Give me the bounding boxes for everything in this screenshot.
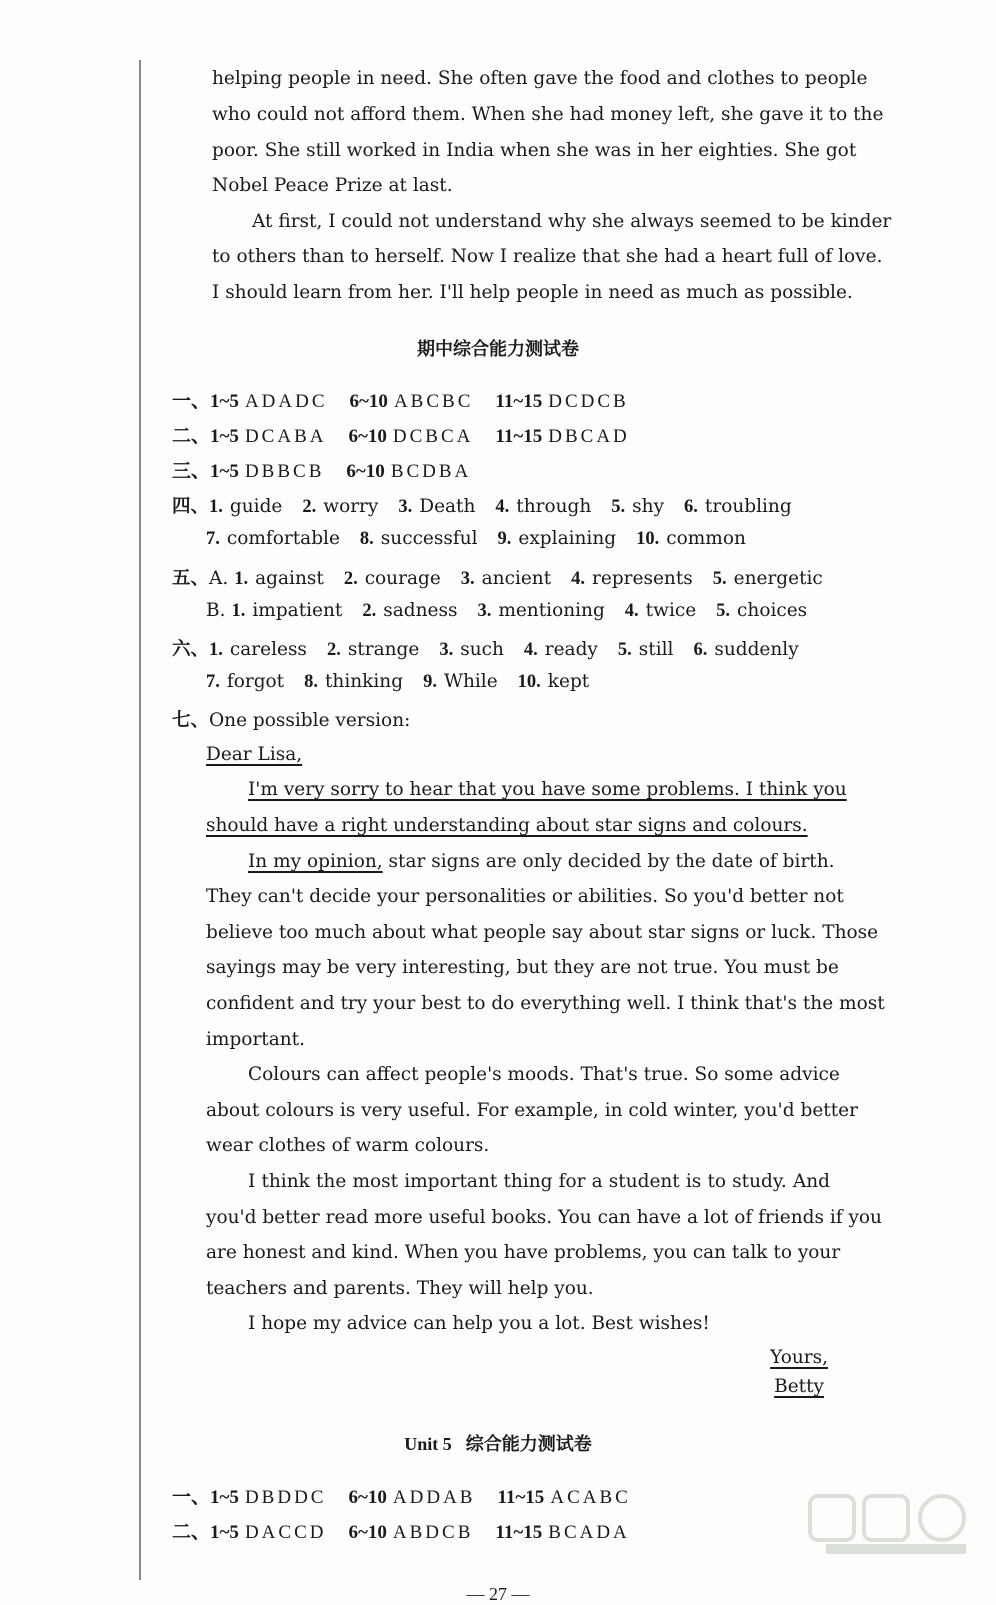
item-word: twice — [645, 600, 697, 621]
passage-line: helping people in need. She often gave the food and clothes to people — [212, 68, 868, 89]
letter-greeting — [206, 742, 302, 768]
range-label: 6~10 — [346, 461, 385, 482]
item-number: 2. — [326, 640, 341, 660]
answer-row-unit5-2 — [172, 1517, 652, 1544]
answer-row-unit5-1 — [172, 1482, 653, 1509]
letter-line — [248, 777, 847, 803]
item-word: careless — [229, 639, 307, 660]
range-label: 6~10 — [349, 391, 388, 412]
underlined-sentence: I'm very sorry to hear that you have some problems. I think you — [248, 779, 847, 800]
section-mark: 三、 — [172, 460, 211, 482]
answer-values: DBCAD — [548, 426, 630, 447]
item-number: 10. — [636, 529, 660, 549]
range-label: 6~10 — [348, 426, 387, 447]
item-number: 7. — [206, 529, 220, 549]
item-word: choices — [737, 600, 808, 621]
item-number: 4. — [571, 569, 586, 589]
closing-text: Yours, — [770, 1347, 828, 1368]
part-label: B. — [206, 600, 226, 621]
intro-text: One possible version: — [209, 710, 411, 731]
letter-line: believe too much about what people say about star signs or luck. Those — [206, 922, 879, 943]
section-mark: 五、 — [172, 568, 210, 589]
letter-line — [248, 849, 835, 875]
range-label: 11~15 — [497, 1487, 545, 1508]
item-number: 5. — [712, 569, 727, 589]
item-word: sadness — [383, 600, 458, 621]
item-word: against — [255, 568, 324, 589]
item-word: explaining — [518, 528, 617, 549]
letter-line: you'd better read more useful books. You can have a lot of friends if you — [206, 1207, 882, 1228]
answer-values: DBDDC — [244, 1487, 327, 1508]
item-number: 1. — [209, 640, 223, 660]
range-label: 11~15 — [495, 1522, 543, 1543]
letter-line: I hope my advice can help you a lot. Best wishes! — [248, 1313, 710, 1334]
item-number: 2. — [362, 601, 377, 621]
item-word: ready — [544, 639, 598, 660]
item-number: 10. — [517, 672, 541, 692]
greeting-text: Dear Lisa, — [206, 744, 303, 765]
item-word: comfortable — [226, 528, 340, 549]
item-number: 4. — [624, 601, 639, 621]
item-number: 8. — [359, 529, 374, 549]
signature-text: Betty — [774, 1376, 824, 1397]
vocab-row-4a — [172, 492, 812, 518]
section-7-intro — [172, 706, 410, 732]
section-mark: 一、 — [172, 390, 211, 412]
section-mark: 六、 — [172, 639, 210, 660]
range-label: 1~5 — [210, 461, 239, 482]
letter-line: important. — [206, 1029, 305, 1050]
passage-line: Nobel Peace Prize at last. — [212, 175, 453, 196]
item-word: Death — [419, 496, 476, 517]
range-label: 11~15 — [495, 391, 543, 412]
item-word: mentioning — [498, 600, 605, 621]
answer-values: DBBCB — [244, 461, 325, 482]
answer-values: DCBCA — [392, 426, 474, 447]
letter-signature — [774, 1376, 824, 1397]
vocab-row-6b — [206, 671, 609, 693]
letter-line: about colours is very useful. For example, in cold winter, you'd better — [206, 1100, 858, 1121]
answer-values: DACCD — [244, 1522, 327, 1543]
range-label: 6~10 — [348, 1487, 387, 1508]
passage-line: poor. She still worked in India when she was in her eighties. She got — [212, 140, 857, 161]
section-mark: 二、 — [172, 425, 211, 447]
underlined-sentence: should have a right understanding about star signs and colours. — [206, 815, 808, 836]
item-number: 1. — [209, 497, 223, 517]
watermark-logo — [806, 1490, 986, 1560]
item-number: 3. — [398, 497, 413, 517]
item-word: courage — [364, 568, 441, 589]
vocab-row-6a — [172, 635, 819, 661]
item-number: 1. — [234, 569, 249, 589]
section-mark: 一、 — [172, 1486, 211, 1508]
passage-line: who could not afford them. When she had money left, she gave it to the — [212, 104, 884, 125]
letter-line — [206, 813, 808, 839]
letter-line: teachers and parents. They will help you. — [206, 1278, 594, 1299]
answer-values: ADADC — [244, 391, 328, 412]
answer-values: DCABA — [244, 426, 327, 447]
section-mark: 四、 — [172, 496, 210, 517]
answer-values: BCDBA — [390, 461, 472, 482]
item-number: 3. — [477, 601, 492, 621]
item-number: 8. — [304, 672, 318, 692]
margin-rule — [139, 60, 141, 1580]
item-number: 3. — [460, 569, 475, 589]
range-label: 1~5 — [210, 1487, 239, 1508]
answer-values: DCDCB — [548, 391, 629, 412]
vocab-row-5b — [206, 600, 827, 622]
letter-line: wear clothes of warm colours. — [206, 1135, 490, 1156]
item-number: 5. — [716, 601, 731, 621]
range-label: 1~5 — [210, 426, 239, 447]
item-number: 7. — [206, 672, 220, 692]
letter-line: sayings may be very interesting, but they are not true. You must be — [206, 957, 839, 978]
answer-values: ACABC — [550, 1487, 631, 1508]
letter-line: Colours can affect people's moods. That's true. So some advice — [248, 1064, 840, 1085]
item-number: 9. — [423, 672, 437, 692]
part-label: A. — [209, 568, 229, 589]
item-number: 4. — [523, 640, 538, 660]
passage-line: to others than to herself. Now I realize that she had a heart full of love. — [212, 246, 883, 267]
item-word: such — [460, 639, 504, 660]
item-number: 3. — [439, 640, 454, 660]
answer-row-1 — [172, 386, 651, 413]
item-word: represents — [592, 568, 693, 589]
range-label: 11~15 — [495, 426, 543, 447]
item-number: 6. — [693, 640, 708, 660]
item-word: thinking — [325, 671, 404, 692]
passage-line: I should learn from her. I'll help people in need as much as possible. — [212, 282, 853, 303]
item-number: 1. — [231, 601, 246, 621]
letter-line: They can't decide your personalities or abilities. So you'd better not — [206, 886, 844, 907]
letter-line: confident and try your best to do everything well. I think that's the most — [206, 993, 885, 1014]
unit-label: Unit 5 — [404, 1434, 452, 1454]
section-mark: 二、 — [172, 1521, 211, 1543]
section-heading-unit5 — [0, 1430, 996, 1456]
passage-line: At first, I could not understand why she always seemed to be kinder — [252, 211, 892, 232]
letter-closing — [770, 1347, 828, 1368]
item-word: ancient — [481, 568, 552, 589]
answer-values: BCADA — [548, 1522, 630, 1543]
vocab-row-4b — [206, 528, 766, 550]
item-number: 2. — [302, 497, 317, 517]
item-word: energetic — [733, 568, 823, 589]
item-word: through — [516, 496, 592, 517]
item-number: 4. — [495, 497, 510, 517]
item-word: forgot — [226, 671, 285, 692]
range-label: 1~5 — [210, 391, 239, 412]
vocab-row-5a — [172, 564, 843, 590]
letter-line: I think the most important thing for a student is to study. And — [248, 1171, 830, 1192]
section-heading-midterm: 期中综合能力测试卷 — [417, 339, 579, 360]
item-word: guide — [229, 496, 283, 517]
answer-row-3 — [172, 456, 493, 483]
item-word: suddenly — [714, 639, 799, 660]
underlined-phrase: In my opinion, — [248, 851, 383, 872]
item-number: 9. — [497, 529, 512, 549]
item-number: 2. — [343, 569, 358, 589]
letter-line: are honest and kind. When you have problems, you can talk to your — [206, 1242, 841, 1263]
item-word: worry — [323, 496, 379, 517]
unit-title: 综合能力测试卷 — [465, 1434, 592, 1455]
item-word: shy — [632, 496, 665, 517]
item-word: common — [666, 528, 746, 549]
section-mark: 七、 — [172, 710, 210, 731]
item-number: 5. — [617, 640, 632, 660]
item-word: still — [638, 639, 674, 660]
item-word: kept — [547, 671, 590, 692]
answer-values: ABCBC — [393, 391, 474, 412]
range-label: 1~5 — [210, 1522, 239, 1543]
item-word: troubling — [704, 496, 792, 517]
range-label: 6~10 — [348, 1522, 387, 1543]
answer-row-2 — [172, 421, 652, 448]
item-number: 5. — [611, 497, 626, 517]
item-number: 6. — [684, 497, 698, 517]
page-number: — 27 — — [466, 1584, 530, 1604]
answer-values: ABDCB — [392, 1522, 474, 1543]
item-word: successful — [380, 528, 478, 549]
item-word: While — [443, 671, 498, 692]
item-word: strange — [347, 639, 420, 660]
answer-values: ADDAB — [392, 1487, 476, 1508]
item-word: impatient — [252, 600, 343, 621]
sentence-rest: star signs are only decided by the date of birth. — [382, 851, 835, 872]
